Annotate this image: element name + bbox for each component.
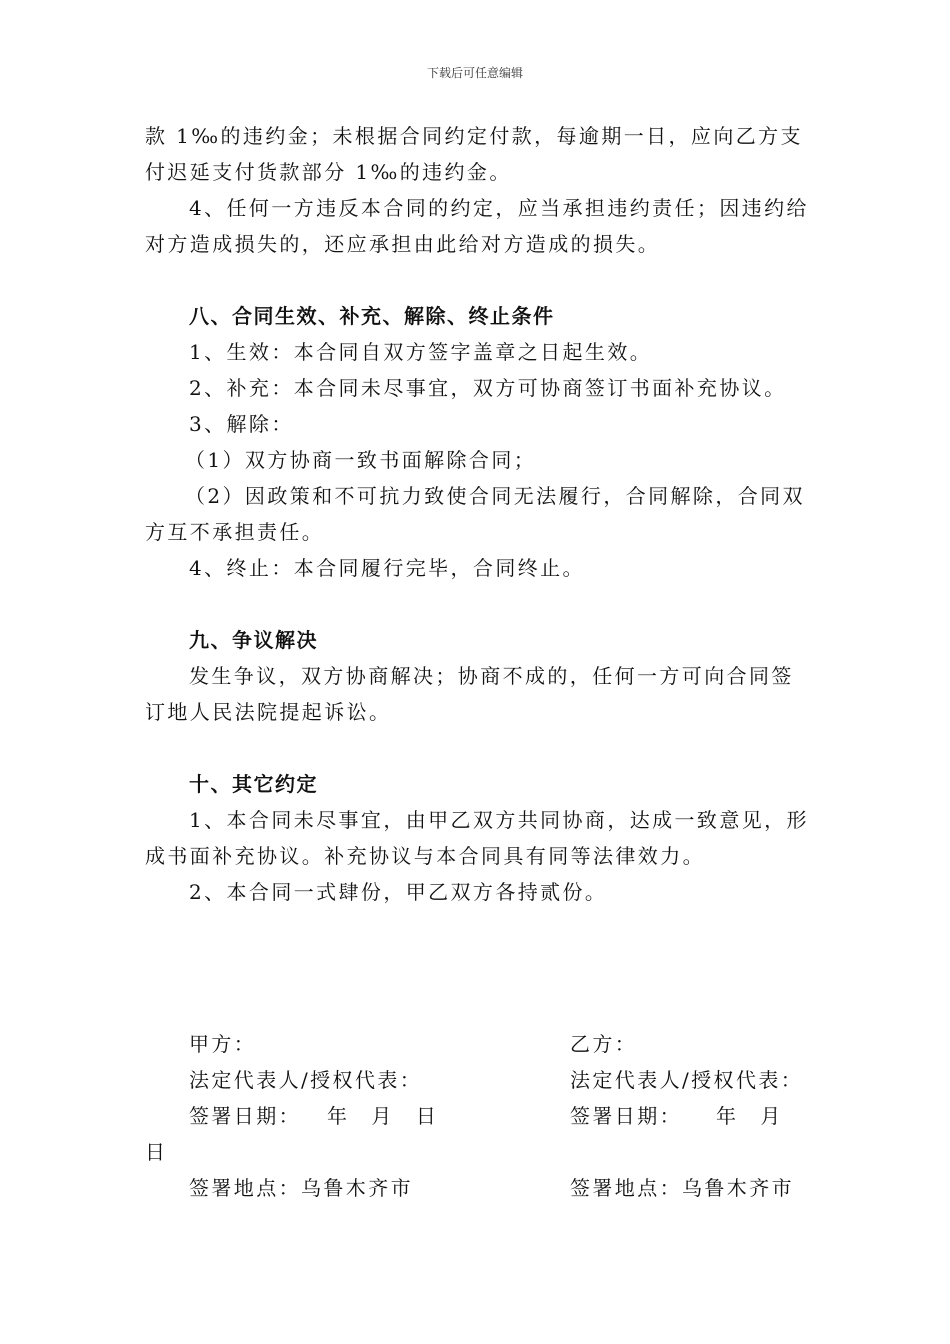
section-10-item-1-line-2: 成书面补充协议。补充协议与本合同具有同等法律效力。 — [145, 844, 705, 868]
penalty-clause-line-1: 款 1‰的违约金；未根据合同约定付款，每逾期一日，应向乙方支 — [145, 124, 803, 148]
section-8-end: 4、终止：本合同履行完毕，合同终止。 — [189, 556, 585, 580]
signature-rep-row — [145, 1062, 805, 1098]
place-label: 签署地点： — [189, 1176, 301, 1200]
party-b-place — [570, 1170, 794, 1206]
signature-place-row — [145, 1170, 805, 1206]
month-label: 月 — [371, 1104, 394, 1128]
spacer — [145, 586, 805, 622]
signature-block — [145, 1026, 805, 1206]
year-label: 年 — [716, 1104, 739, 1128]
party-a-place — [189, 1170, 413, 1206]
section-8-effect: 1、生效：本合同自双方签字盖章之日起生效。 — [189, 340, 653, 364]
section-8-termination-sub-2-line-1: （2）因政策和不可抗力致使合同无法履行，合同解除，合同双 — [185, 484, 805, 508]
spacer — [145, 262, 805, 298]
section-8-termination-sub-1: （1）双方协商一致书面解除合同； — [185, 448, 537, 472]
signature-date-row — [145, 1098, 805, 1134]
section-8-heading: 八、合同生效、补充、解除、终止条件 — [189, 304, 555, 328]
party-a-rep-label: 法定代表人/授权代表： — [189, 1068, 423, 1092]
place-value: 乌鲁木齐市 — [682, 1176, 794, 1200]
section-8-termination-label: 3、解除： — [189, 412, 294, 436]
contract-body — [145, 118, 809, 910]
signature-date-wrap-row — [145, 1134, 805, 1170]
date-label: 签署日期： — [570, 1104, 682, 1128]
year-label: 年 — [327, 1104, 350, 1128]
section-9-heading: 九、争议解决 — [189, 628, 318, 652]
breach-clause-line-2: 对方造成损失的，还应承担由此给对方造成的损失。 — [145, 232, 661, 256]
day-label: 日 — [415, 1104, 439, 1128]
signature-party-row — [145, 1026, 805, 1062]
party-b-label: 乙方： — [570, 1032, 638, 1056]
section-9-line-1: 发生争议，双方协商解决；协商不成的，任何一方可向合同签 — [189, 664, 794, 688]
section-10-item-1-line-1: 1、本合同未尽事宜，由甲乙双方共同协商，达成一致意见，形 — [189, 808, 809, 832]
section-9-line-2: 订地人民法院提起诉讼。 — [145, 700, 392, 724]
month-label: 月 — [760, 1104, 783, 1128]
page-header-note: 下载后可任意编辑 — [426, 66, 523, 80]
party-b-rep-label: 法定代表人/授权代表： — [570, 1068, 804, 1092]
place-value: 乌鲁木齐市 — [301, 1176, 413, 1200]
breach-clause-line-1: 4、任何一方违反本合同的约定，应当承担违约责任；因违约给 — [189, 196, 809, 220]
party-b-day-label: 日 — [145, 1140, 168, 1164]
place-label: 签署地点： — [570, 1176, 682, 1200]
party-b-date — [570, 1098, 783, 1134]
section-10-heading: 十、其它约定 — [189, 772, 318, 796]
penalty-clause-line-2: 付迟延支付货款部分 1‰的违约金。 — [145, 160, 512, 184]
section-8-termination-sub-2-line-2: 方互不承担责任。 — [145, 520, 325, 544]
party-a-date — [189, 1098, 438, 1134]
party-a-label: 甲方： — [189, 1032, 257, 1056]
spacer — [145, 730, 805, 766]
section-10-item-2: 2、本合同一式肆份，甲乙双方各持贰份。 — [189, 880, 608, 904]
section-8-supplement: 2、补充：本合同未尽事宜，双方可协商签订书面补充协议。 — [189, 376, 787, 400]
date-label: 签署日期： — [189, 1104, 301, 1128]
